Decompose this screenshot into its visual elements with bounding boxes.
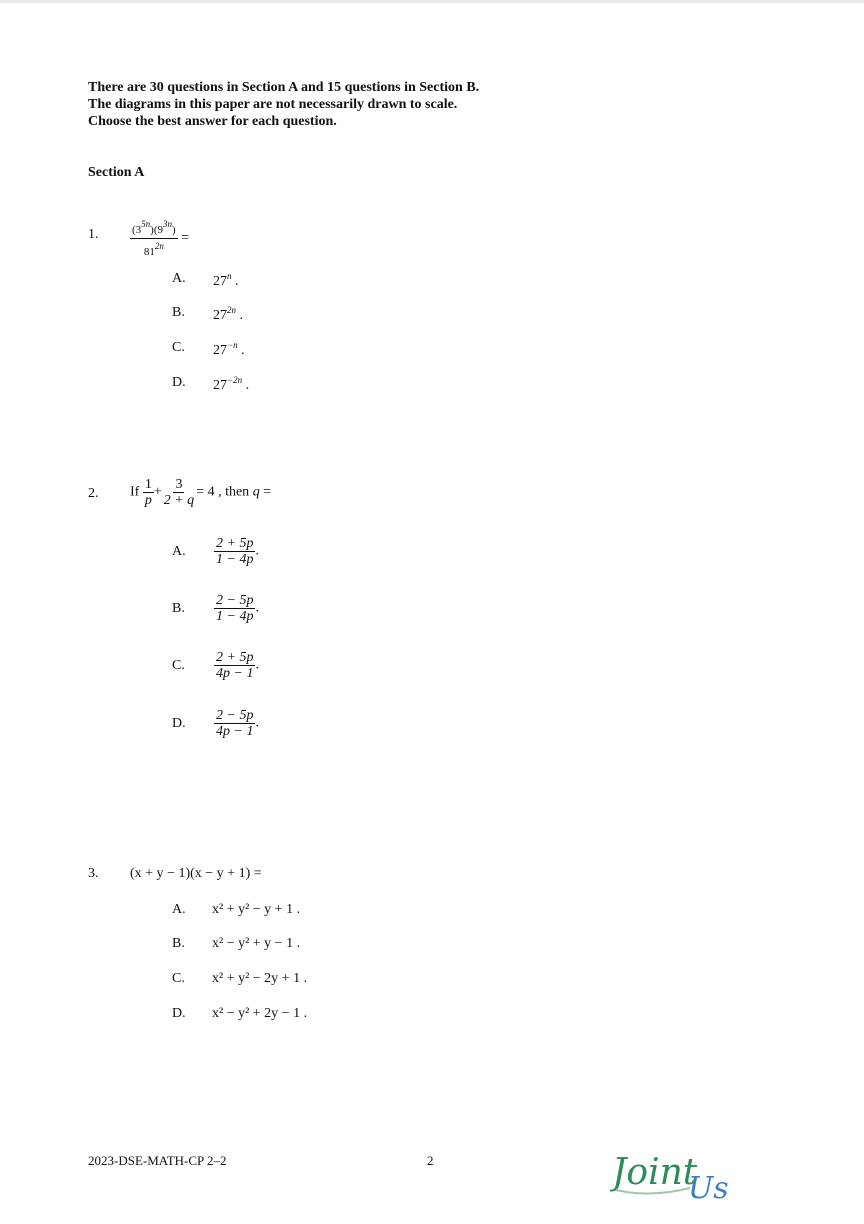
option-letter: B. bbox=[172, 305, 185, 320]
option-value: x² + y² − y + 1 . bbox=[212, 902, 301, 917]
option-value: x² − y² + y − 1 . bbox=[212, 936, 301, 951]
option-value: $27^{-2n}$ . bbox=[213, 375, 250, 393]
option-letter: D. bbox=[172, 375, 186, 390]
option-letter: B. bbox=[172, 601, 185, 616]
question-3-stem: (x + y − 1)(x − y + 1) = bbox=[130, 866, 262, 881]
option-letter: C. bbox=[172, 340, 185, 355]
option-value: x² − y² + 2y − 1 . bbox=[212, 1006, 308, 1021]
option-value: x² + y² − 2y + 1 . bbox=[212, 971, 308, 986]
logo-text-us: Us bbox=[688, 1171, 729, 1206]
option-value: $27^{2n}$ . bbox=[213, 305, 243, 323]
option-value: $\frac{2 + 5p}{1 - 4p}$ . bbox=[216, 536, 259, 567]
question-number: 1. bbox=[88, 227, 99, 242]
section-title: Section A bbox=[88, 165, 145, 180]
logo-text-joint: Joint bbox=[612, 1152, 698, 1193]
option-value: $\frac{2 - 5p}{4p - 1}$ . bbox=[216, 708, 259, 739]
paper-code: 2023-DSE-MATH-CP 2–2 bbox=[88, 1153, 227, 1168]
jointus-logo bbox=[610, 1148, 736, 1206]
instruction-line: The diagrams in this paper are not necessarily drawn to scale. bbox=[88, 97, 458, 112]
option-value: 27$^n$ . bbox=[213, 271, 239, 289]
option-letter: A. bbox=[172, 271, 186, 286]
option-letter: B. bbox=[172, 936, 185, 951]
option-letter: C. bbox=[172, 971, 185, 986]
question-number: 2. bbox=[88, 486, 99, 501]
page-number: 2 bbox=[427, 1153, 434, 1168]
instruction-line: There are 30 questions in Section A and 15 questions in Section B. bbox=[88, 80, 480, 95]
option-letter: A. bbox=[172, 902, 186, 917]
fraction-numerator: $(3^{5n})(9^{3n})$ bbox=[130, 217, 178, 239]
question-number: 3. bbox=[88, 866, 99, 881]
question-2-stem: If $\frac{1}{p}$ + $\frac{3}{2 + q}$ = 4 , then q = bbox=[130, 477, 272, 508]
option-letter: D. bbox=[172, 1006, 186, 1021]
option-letter: C. bbox=[172, 658, 185, 673]
instruction-line: Choose the best answer for each question. bbox=[88, 114, 337, 129]
question-1-stem bbox=[130, 217, 189, 260]
fraction-denominator: $81^{2n}$ bbox=[143, 241, 164, 258]
option-letter: A. bbox=[172, 544, 186, 559]
equals-sign: = bbox=[181, 230, 190, 246]
fraction bbox=[130, 217, 178, 260]
fraction: $\frac{3}{2 + q}$ bbox=[163, 477, 195, 508]
fraction: $\frac{1}{p}$ bbox=[144, 477, 152, 508]
option-letter: D. bbox=[172, 716, 186, 731]
top-border bbox=[0, 0, 864, 3]
option-value: $\frac{2 + 5p}{4p - 1}$ . bbox=[216, 650, 259, 681]
option-value: $\frac{2 - 5p}{1 - 4p}$ . bbox=[216, 593, 259, 624]
option-value: $27^{-n}$ . bbox=[213, 340, 245, 358]
instructions bbox=[88, 79, 479, 130]
